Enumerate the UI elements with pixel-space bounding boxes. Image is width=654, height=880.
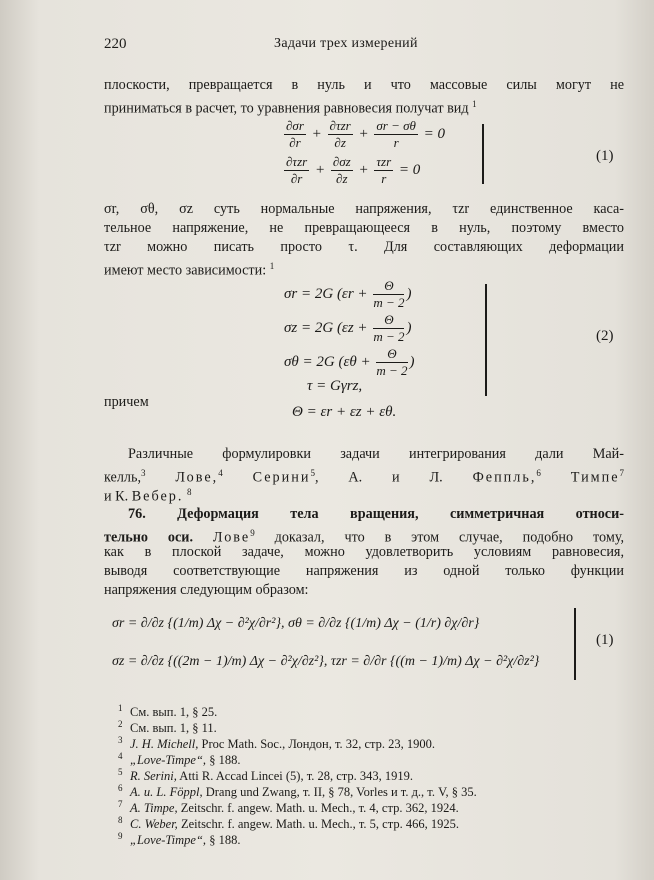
equation-number: (1) bbox=[596, 632, 614, 648]
paragraph-text: доказал, что в этом случае, подобно тому, bbox=[274, 529, 625, 546]
fraction-denominator: r bbox=[381, 171, 387, 186]
author-name: Феппль, bbox=[472, 469, 537, 486]
section-heading: 76. Деформация тела вращения, симметричная относи- bbox=[128, 506, 624, 522]
equation-rhs: = 0 bbox=[398, 161, 421, 178]
footnote-text: Drang und Zwang, т. II, § 78, Vorles и т. д., т. V, § 35. bbox=[202, 785, 477, 800]
equation-bracket bbox=[574, 608, 576, 680]
fraction-numerator: Θ bbox=[373, 278, 404, 295]
footnote-text: Zeitschr. f. angew. Math. u. Mech., т. 5, стр. 466, 1925. bbox=[177, 817, 459, 832]
footnote-mark: 1 bbox=[118, 703, 123, 713]
footnote-text: § 188. bbox=[206, 753, 241, 768]
fraction-denominator: r bbox=[393, 135, 399, 150]
footnote-ref: 1 bbox=[472, 99, 477, 109]
paren-close: ) bbox=[406, 319, 412, 336]
footnote-text: Proc Math. Soc., Лондон, т. 32, стр. 23, 1900. bbox=[198, 737, 436, 752]
equation-row: σr = ∂/∂z {(1/m) Δχ − ∂²χ/∂r²}, σθ = ∂/∂z {(1/m) Δχ − (1/r) ∂χ/∂r} bbox=[112, 616, 480, 631]
equation-text: σθ = 2G (εθ + bbox=[284, 353, 371, 370]
equation-row bbox=[284, 278, 411, 311]
paren-close: ) bbox=[409, 353, 415, 370]
footnote-author: „Love-Timpe“, bbox=[130, 833, 207, 848]
fraction-denominator: m − 2 bbox=[373, 329, 405, 344]
fraction-numerator: ∂τzr bbox=[329, 118, 351, 133]
footnote-text: § 188. bbox=[206, 833, 241, 848]
equation-number: (2) bbox=[596, 328, 614, 344]
equation-row: τ = Gγrz, bbox=[307, 378, 363, 394]
footnote-ref: 1 bbox=[269, 261, 275, 271]
footnote-mark: 6 bbox=[118, 783, 123, 793]
paragraph-line: выводя соответствующие напряжения из одной только функции bbox=[104, 563, 624, 579]
equation-row: $\frac{\text{∂τzr}}{\partial r}$ + $\frac{\partial\sigma z}{\partial z}$ + $\frac{\text{τzr}}{r}$ = 0 bbox=[286, 154, 421, 186]
footnote-text: См. вып. 1, § 25. bbox=[130, 705, 218, 720]
paragraph-line bbox=[104, 483, 624, 507]
paragraph-line: тельное напряжение, не превращающееся в нуль, поэтому вместо bbox=[104, 220, 624, 236]
paragraph-line: Различные формулировки задачи интегрирования дали Май- bbox=[128, 446, 624, 462]
footnote-mark: 5 bbox=[118, 767, 123, 777]
equation-bracket bbox=[482, 124, 484, 184]
footnote-ref: 5 bbox=[310, 468, 315, 478]
equation-number: (1) bbox=[596, 148, 614, 164]
paragraph-text: и К. bbox=[104, 488, 129, 505]
footnote-ref: 8 bbox=[186, 487, 192, 497]
fraction-denominator: ∂z bbox=[334, 135, 346, 150]
fraction-numerator: Θ bbox=[373, 312, 404, 329]
footnote-mark: 2 bbox=[118, 719, 123, 729]
footnote-ref: 3 bbox=[141, 468, 146, 478]
equation-text: σr = 2G (εr + bbox=[284, 285, 368, 302]
footnote-author: C. Weber, bbox=[130, 817, 178, 832]
author-name: Тимпе bbox=[570, 469, 620, 486]
fraction-numerator: ∂σr bbox=[286, 118, 304, 133]
paragraph-line: плоскости, превращается в нуль и что массовые силы могут не bbox=[104, 77, 624, 93]
fraction-numerator: Θ bbox=[376, 346, 407, 363]
paragraph-line: τzr можно писать просто τ. Для составляющих деформации bbox=[104, 239, 624, 255]
paragraph-text: келль, bbox=[104, 469, 142, 486]
author-name: Лове bbox=[212, 529, 251, 546]
fraction-denominator: ∂r bbox=[290, 171, 303, 186]
section-heading: тельно оси. bbox=[104, 529, 194, 546]
paragraph-text: , А. и Л. bbox=[314, 469, 443, 486]
footnote-ref: 4 bbox=[218, 468, 223, 478]
running-title: Задачи трех измерений bbox=[274, 36, 418, 51]
footnote-ref: 6 bbox=[536, 468, 541, 478]
paren-close: ) bbox=[406, 285, 412, 302]
author-name: Серини bbox=[252, 469, 311, 486]
equation-text: σz = 2G (εz + bbox=[284, 319, 368, 336]
footnote-text: См. вып. 1, § 11. bbox=[130, 721, 217, 736]
theta-equation: Θ = εr + εz + εθ. bbox=[292, 404, 397, 420]
equation-rhs: = 0 bbox=[423, 125, 446, 142]
where-word: причем bbox=[104, 394, 149, 410]
fraction-numerator: ∂τzr bbox=[286, 154, 308, 169]
fraction-numerator: τzr bbox=[376, 154, 392, 169]
paragraph-text: приниматься в расчет, то уравнения равновесия получат вид bbox=[104, 100, 469, 117]
equation-row: $\frac{\partial\sigma r}{\partial r}$ + $\frac{\text{∂τzr}}{\partial z}$ + $\frac{\sigma r - \sigma\theta}{r}$ = 0 bbox=[286, 118, 446, 150]
fraction-numerator: ∂σz bbox=[332, 154, 351, 169]
page-number: 220 bbox=[104, 36, 127, 52]
footnote-author: J. H. Michell, bbox=[130, 737, 199, 752]
equation-row bbox=[284, 312, 411, 345]
footnote-text: Atti R. Accad Lincei (5), т. 28, стр. 343, 1919. bbox=[176, 769, 414, 784]
footnote bbox=[118, 828, 638, 848]
paragraph-line: напряжения следующим образом: bbox=[104, 582, 309, 598]
footnote-mark: 7 bbox=[118, 799, 123, 809]
fraction-numerator: σr − σθ bbox=[376, 118, 416, 133]
paragraph-text: имеют место зависимости: bbox=[104, 262, 267, 279]
paragraph-line: как в плоской задаче, можно удовлетворить условиям равновесия, bbox=[104, 544, 624, 560]
footnote-text: Zeitschr. f. angew. Math. u. Mech., т. 4, стр. 362, 1924. bbox=[177, 801, 459, 816]
running-header bbox=[104, 36, 624, 56]
footnote-mark: 8 bbox=[118, 815, 123, 825]
footnote-author: R. Serini, bbox=[130, 769, 177, 784]
author-name: Вебер. bbox=[131, 488, 184, 505]
fraction-denominator: ∂z bbox=[336, 171, 348, 186]
footnote-mark: 4 bbox=[118, 751, 123, 761]
author-name: Лове, bbox=[175, 469, 219, 486]
footnote-author: A. u. L. Föppl, bbox=[130, 785, 203, 800]
equation-bracket bbox=[485, 284, 487, 396]
paragraph-line: σr, σθ, σz суть нормальные напряжения, τzr единственное каса- bbox=[104, 201, 624, 217]
footnote-author: „Love-Timpe“, bbox=[130, 753, 207, 768]
footnote-mark: 9 bbox=[118, 831, 123, 841]
footnote-ref: 7 bbox=[619, 468, 625, 478]
equation-row bbox=[284, 346, 415, 379]
fraction-denominator: m − 2 bbox=[373, 295, 405, 310]
equation-row: σz = ∂/∂z {((2m − 1)/m) Δχ − ∂²χ/∂z²}, τzr = ∂/∂r {((m − 1)/m) Δχ − ∂²χ/∂z²} bbox=[112, 654, 540, 669]
paragraph-line bbox=[104, 95, 624, 119]
fraction-denominator: m − 2 bbox=[376, 363, 408, 378]
footnote-author: A. Timpe, bbox=[130, 801, 178, 816]
footnote-mark: 3 bbox=[118, 735, 123, 745]
footnote-ref: 9 bbox=[250, 528, 255, 538]
fraction-denominator: ∂r bbox=[289, 135, 301, 150]
